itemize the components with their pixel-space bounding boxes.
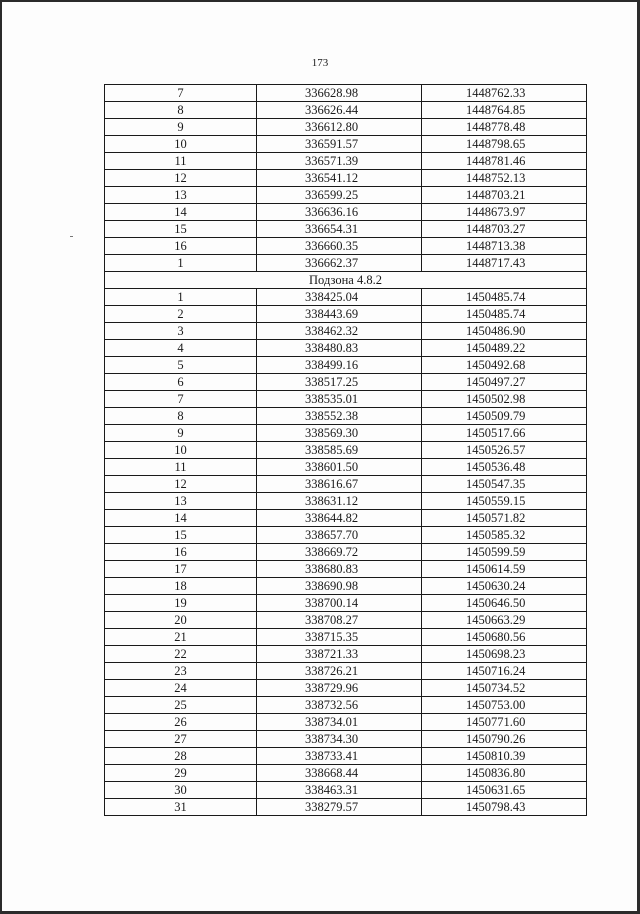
x-coordinate-cell: 336571.39: [257, 153, 422, 170]
point-number-cell: 11: [105, 459, 257, 476]
table-row: [105, 612, 587, 629]
y-coordinate-cell: 1450663.29: [422, 612, 587, 629]
rows-after-section: [105, 289, 587, 816]
table-row: [105, 289, 587, 306]
scan-border-left: [0, 0, 2, 914]
coordinates-table: [104, 84, 587, 816]
table-row: [105, 255, 587, 272]
y-coordinate-cell: 1450680.56: [422, 629, 587, 646]
x-coordinate-cell: 338733.41: [257, 748, 422, 765]
point-number-cell: 17: [105, 561, 257, 578]
table-row: [105, 119, 587, 136]
table-row: [105, 459, 587, 476]
point-number-cell: 18: [105, 578, 257, 595]
point-number-cell: 12: [105, 476, 257, 493]
table-row: [105, 782, 587, 799]
x-coordinate-cell: 338443.69: [257, 306, 422, 323]
y-coordinate-cell: 1450810.39: [422, 748, 587, 765]
table-row: [105, 221, 587, 238]
point-number-cell: 16: [105, 238, 257, 255]
point-number-cell: 7: [105, 85, 257, 102]
point-number-cell: 7: [105, 391, 257, 408]
x-coordinate-cell: 338726.21: [257, 663, 422, 680]
table-row: [105, 510, 587, 527]
table-row: [105, 595, 587, 612]
table-row: [105, 136, 587, 153]
y-coordinate-cell: 1450734.52: [422, 680, 587, 697]
x-coordinate-cell: 336612.80: [257, 119, 422, 136]
y-coordinate-cell: 1448752.13: [422, 170, 587, 187]
x-coordinate-cell: 338517.25: [257, 374, 422, 391]
point-number-cell: 14: [105, 510, 257, 527]
y-coordinate-cell: 1450630.24: [422, 578, 587, 595]
point-number-cell: 1: [105, 289, 257, 306]
table-row: [105, 425, 587, 442]
point-number-cell: 13: [105, 493, 257, 510]
x-coordinate-cell: 338463.31: [257, 782, 422, 799]
table-row: [105, 578, 587, 595]
x-coordinate-cell: 338734.01: [257, 714, 422, 731]
x-coordinate-cell: 338462.32: [257, 323, 422, 340]
table-row: [105, 697, 587, 714]
point-number-cell: 6: [105, 374, 257, 391]
table-row: [105, 476, 587, 493]
table-row: [105, 323, 587, 340]
y-coordinate-cell: 1450517.66: [422, 425, 587, 442]
rows-before-section: [105, 85, 587, 272]
y-coordinate-cell: 1450485.74: [422, 306, 587, 323]
point-number-cell: 8: [105, 408, 257, 425]
point-number-cell: 16: [105, 544, 257, 561]
x-coordinate-cell: 338657.70: [257, 527, 422, 544]
y-coordinate-cell: 1450836.80: [422, 765, 587, 782]
y-coordinate-cell: 1448762.33: [422, 85, 587, 102]
table-row: [105, 748, 587, 765]
x-coordinate-cell: 338715.35: [257, 629, 422, 646]
table-row: [105, 714, 587, 731]
point-number-cell: 29: [105, 765, 257, 782]
x-coordinate-cell: 338585.69: [257, 442, 422, 459]
y-coordinate-cell: 1448781.46: [422, 153, 587, 170]
x-coordinate-cell: 336660.35: [257, 238, 422, 255]
x-coordinate-cell: 338690.98: [257, 578, 422, 595]
table-row: [105, 187, 587, 204]
x-coordinate-cell: 338425.04: [257, 289, 422, 306]
point-number-cell: 10: [105, 136, 257, 153]
point-number-cell: 15: [105, 221, 257, 238]
table-row: [105, 238, 587, 255]
table-row: [105, 731, 587, 748]
y-coordinate-cell: 1448764.85: [422, 102, 587, 119]
x-coordinate-cell: 338499.16: [257, 357, 422, 374]
y-coordinate-cell: 1450585.32: [422, 527, 587, 544]
y-coordinate-cell: 1450536.48: [422, 459, 587, 476]
y-coordinate-cell: 1450790.26: [422, 731, 587, 748]
table-row: [105, 391, 587, 408]
point-number-cell: 4: [105, 340, 257, 357]
point-number-cell: 11: [105, 153, 257, 170]
point-number-cell: 2: [105, 306, 257, 323]
x-coordinate-cell: 338732.56: [257, 697, 422, 714]
y-coordinate-cell: 1448778.48: [422, 119, 587, 136]
y-coordinate-cell: 1448673.97: [422, 204, 587, 221]
y-coordinate-cell: 1448703.21: [422, 187, 587, 204]
table-row: [105, 204, 587, 221]
y-coordinate-cell: 1450526.57: [422, 442, 587, 459]
x-coordinate-cell: 338708.27: [257, 612, 422, 629]
y-coordinate-cell: 1450798.43: [422, 799, 587, 816]
section-header-group: [105, 272, 587, 289]
point-number-cell: 30: [105, 782, 257, 799]
table-row: [105, 493, 587, 510]
y-coordinate-cell: 1450509.79: [422, 408, 587, 425]
table-row: [105, 629, 587, 646]
y-coordinate-cell: 1450771.60: [422, 714, 587, 731]
point-number-cell: 22: [105, 646, 257, 663]
table-row: [105, 527, 587, 544]
point-number-cell: 9: [105, 119, 257, 136]
point-number-cell: 23: [105, 663, 257, 680]
table-row: [105, 170, 587, 187]
y-coordinate-cell: 1448717.43: [422, 255, 587, 272]
x-coordinate-cell: 338616.67: [257, 476, 422, 493]
y-coordinate-cell: 1448713.38: [422, 238, 587, 255]
x-coordinate-cell: 338668.44: [257, 765, 422, 782]
x-coordinate-cell: 338569.30: [257, 425, 422, 442]
x-coordinate-cell: 336626.44: [257, 102, 422, 119]
point-number-cell: 19: [105, 595, 257, 612]
x-coordinate-cell: 338535.01: [257, 391, 422, 408]
table-row: [105, 306, 587, 323]
table-row: [105, 153, 587, 170]
x-coordinate-cell: 336591.57: [257, 136, 422, 153]
y-coordinate-cell: 1450614.59: [422, 561, 587, 578]
table-row: [105, 561, 587, 578]
y-coordinate-cell: 1450571.82: [422, 510, 587, 527]
x-coordinate-cell: 338601.50: [257, 459, 422, 476]
table-row: [105, 442, 587, 459]
table-row: [105, 408, 587, 425]
table-row: [105, 544, 587, 561]
x-coordinate-cell: 338721.33: [257, 646, 422, 663]
table-row: [105, 374, 587, 391]
scan-speck: [70, 236, 73, 237]
point-number-cell: 27: [105, 731, 257, 748]
x-coordinate-cell: 336636.16: [257, 204, 422, 221]
x-coordinate-cell: 338669.72: [257, 544, 422, 561]
y-coordinate-cell: 1450492.68: [422, 357, 587, 374]
point-number-cell: 13: [105, 187, 257, 204]
table-row: [105, 85, 587, 102]
point-number-cell: 10: [105, 442, 257, 459]
table-row: [105, 357, 587, 374]
y-coordinate-cell: 1450489.22: [422, 340, 587, 357]
y-coordinate-cell: 1450486.90: [422, 323, 587, 340]
x-coordinate-cell: 336654.31: [257, 221, 422, 238]
point-number-cell: 15: [105, 527, 257, 544]
y-coordinate-cell: 1450559.15: [422, 493, 587, 510]
x-coordinate-cell: 338729.96: [257, 680, 422, 697]
y-coordinate-cell: 1450646.50: [422, 595, 587, 612]
y-coordinate-cell: 1450753.00: [422, 697, 587, 714]
y-coordinate-cell: 1450502.98: [422, 391, 587, 408]
y-coordinate-cell: 1450631.65: [422, 782, 587, 799]
point-number-cell: 20: [105, 612, 257, 629]
y-coordinate-cell: 1450547.35: [422, 476, 587, 493]
point-number-cell: 24: [105, 680, 257, 697]
x-coordinate-cell: 336541.12: [257, 170, 422, 187]
y-coordinate-cell: 1450485.74: [422, 289, 587, 306]
table-row: [105, 340, 587, 357]
y-coordinate-cell: 1450716.24: [422, 663, 587, 680]
point-number-cell: 5: [105, 357, 257, 374]
x-coordinate-cell: 338680.83: [257, 561, 422, 578]
x-coordinate-cell: 336628.98: [257, 85, 422, 102]
x-coordinate-cell: 338480.83: [257, 340, 422, 357]
y-coordinate-cell: 1448798.65: [422, 136, 587, 153]
point-number-cell: 25: [105, 697, 257, 714]
y-coordinate-cell: 1450497.27: [422, 374, 587, 391]
point-number-cell: 28: [105, 748, 257, 765]
y-coordinate-cell: 1450698.23: [422, 646, 587, 663]
point-number-cell: 9: [105, 425, 257, 442]
page-number: 173: [311, 57, 329, 69]
scan-border-top: [0, 0, 640, 2]
y-coordinate-cell: 1450599.59: [422, 544, 587, 561]
table-row: [105, 680, 587, 697]
section-header-row: [105, 272, 587, 289]
table-row: [105, 646, 587, 663]
point-number-cell: 26: [105, 714, 257, 731]
point-number-cell: 31: [105, 799, 257, 816]
table-row: [105, 663, 587, 680]
point-number-cell: 8: [105, 102, 257, 119]
x-coordinate-cell: 338279.57: [257, 799, 422, 816]
table-row: [105, 765, 587, 782]
x-coordinate-cell: 336599.25: [257, 187, 422, 204]
point-number-cell: 3: [105, 323, 257, 340]
x-coordinate-cell: 338644.82: [257, 510, 422, 527]
x-coordinate-cell: 338552.38: [257, 408, 422, 425]
x-coordinate-cell: 338734.30: [257, 731, 422, 748]
x-coordinate-cell: 338631.12: [257, 493, 422, 510]
x-coordinate-cell: 336662.37: [257, 255, 422, 272]
point-number-cell: 1: [105, 255, 257, 272]
point-number-cell: 12: [105, 170, 257, 187]
table-row: [105, 102, 587, 119]
point-number-cell: 21: [105, 629, 257, 646]
table-row: [105, 799, 587, 816]
y-coordinate-cell: 1448703.27: [422, 221, 587, 238]
point-number-cell: 14: [105, 204, 257, 221]
x-coordinate-cell: 338700.14: [257, 595, 422, 612]
section-title: Подзона 4.8.2: [105, 272, 587, 289]
